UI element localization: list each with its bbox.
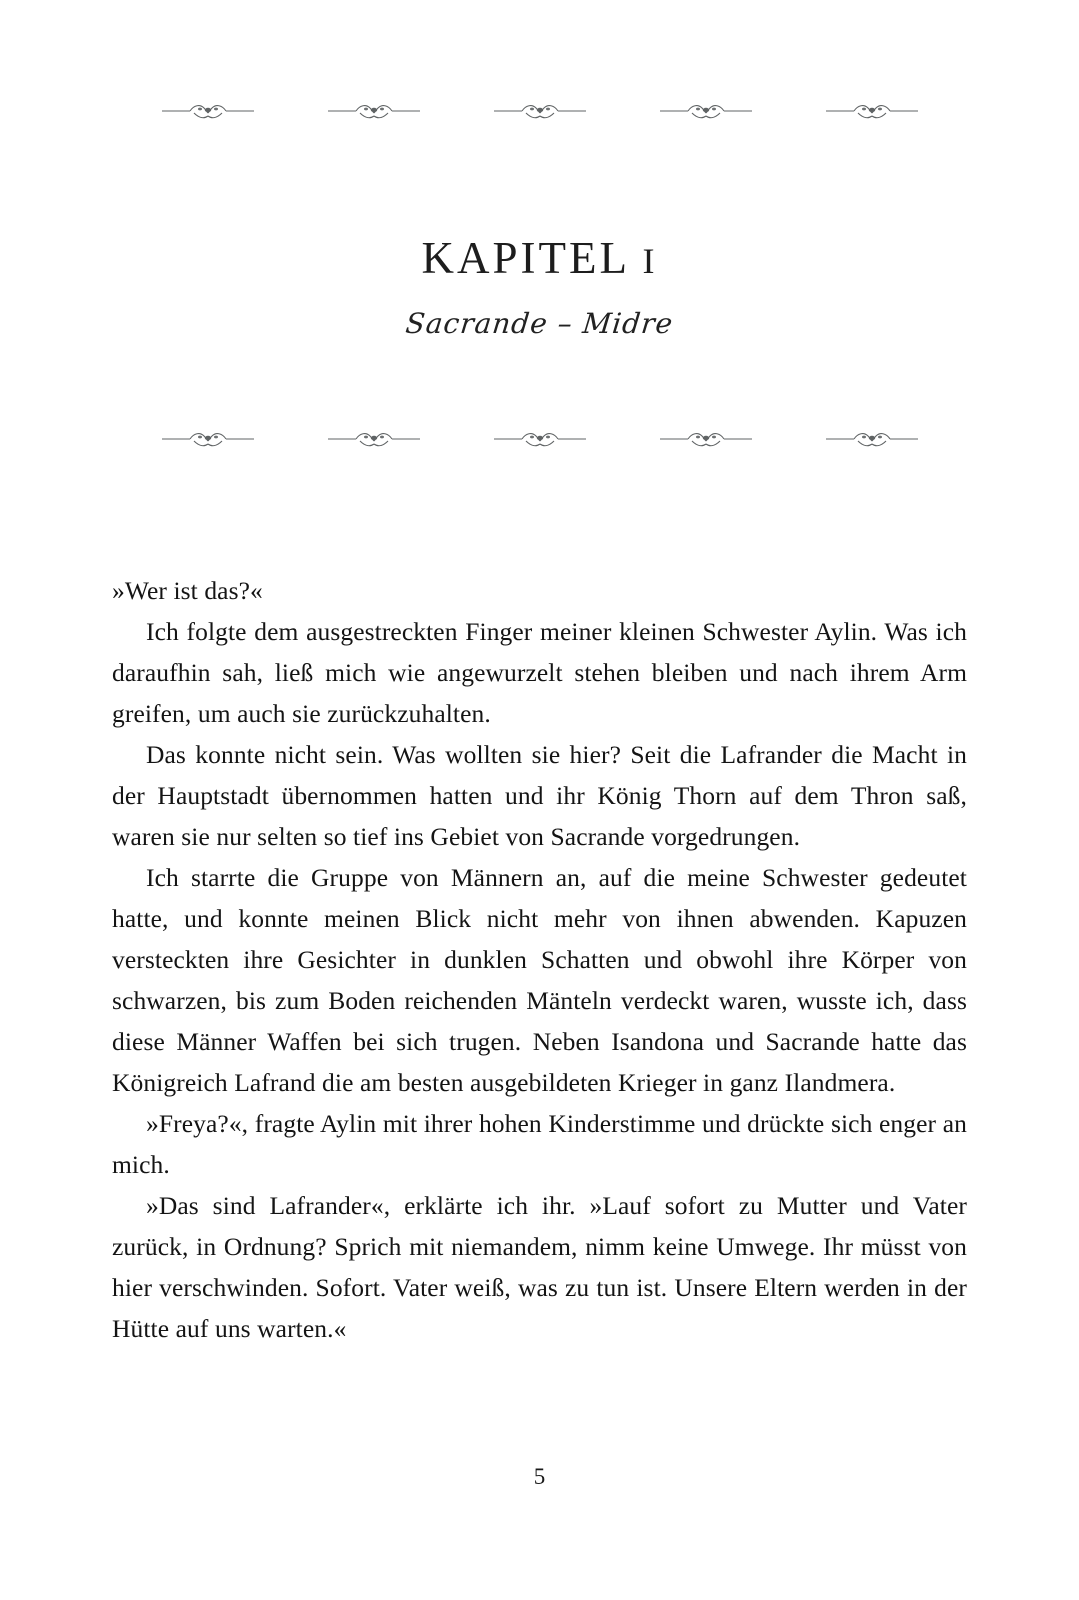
floral-divider-ornament bbox=[492, 98, 588, 124]
floral-divider-ornament bbox=[492, 426, 588, 452]
ornament-row-top bbox=[160, 98, 920, 124]
chapter-number: I bbox=[642, 241, 658, 281]
paragraph: Ich starrte die Gruppe von Männern an, auf die meine Schwester gedeutet hatte, und konnte meinen Blick nicht mehr von ihnen abwenden. Kapuzen versteckten ihre Gesichter in dunklen Schatten und obwohl ihre Körper von schwarzen, bis zum Boden reichenden Mänteln verdeckt waren, wusste ich, dass diese Männer Waffen bei sich trugen. Neben Isandona und Sacrande hatte das Königreich Lafrand die am besten ausgebildeten Krieger in ganz Ilandmera. bbox=[112, 863, 967, 1097]
floral-divider-ornament bbox=[160, 98, 256, 124]
floral-divider-ornament bbox=[326, 98, 422, 124]
chapter-heading-block bbox=[0, 233, 1079, 340]
floral-divider-ornament bbox=[326, 426, 422, 452]
paragraph: Ich folgte dem ausgestreckten Finger meiner kleinen Schwester Aylin. Was ich daraufhin sah, ließ mich wie angewurzelt stehen bleiben und nach ihrem Arm greifen, um auch sie zurückzuhalten. bbox=[112, 617, 967, 728]
floral-divider-ornament bbox=[824, 98, 920, 124]
page-number: 5 bbox=[533, 1464, 546, 1489]
floral-divider-ornament bbox=[658, 98, 754, 124]
paragraph: »Wer ist das?« bbox=[112, 576, 263, 605]
paragraph: »Freya?«, fragte Aylin mit ihrer hohen Kinderstimme und drückte sich enger an mich. bbox=[112, 1109, 967, 1179]
paragraph: »Das sind Lafrander«, erklärte ich ihr. »Lauf sofort zu Mutter und Vater zurück, in Ordnung? Sprich mit niemandem, nimm keine Umwege. Ihr müsst von hier verschwinden. Sofort. Vater weiß, was zu tun ist. Unsere Eltern werden in der Hütte auf uns warten.« bbox=[112, 1191, 967, 1343]
chapter-title bbox=[0, 233, 1079, 283]
floral-divider-ornament bbox=[160, 426, 256, 452]
heading-spacer bbox=[0, 340, 1079, 426]
chapter-subtitle: Sacrande – Midre bbox=[404, 307, 675, 340]
floral-divider-ornament bbox=[658, 426, 754, 452]
paragraph: Das konnte nicht sein. Was wollten sie hier? Seit die Lafrander die Macht in der Hauptstadt übernommen hatten und ihr König Thorn auf dem Thron saß, waren sie nur selten so tief ins Gebiet von Sacrande vorgedrungen. bbox=[112, 740, 967, 851]
floral-divider-ornament bbox=[824, 426, 920, 452]
chapter-title-word: KAPITEL bbox=[421, 233, 629, 283]
body-text bbox=[112, 570, 967, 1349]
ornament-row-bottom bbox=[160, 426, 920, 452]
